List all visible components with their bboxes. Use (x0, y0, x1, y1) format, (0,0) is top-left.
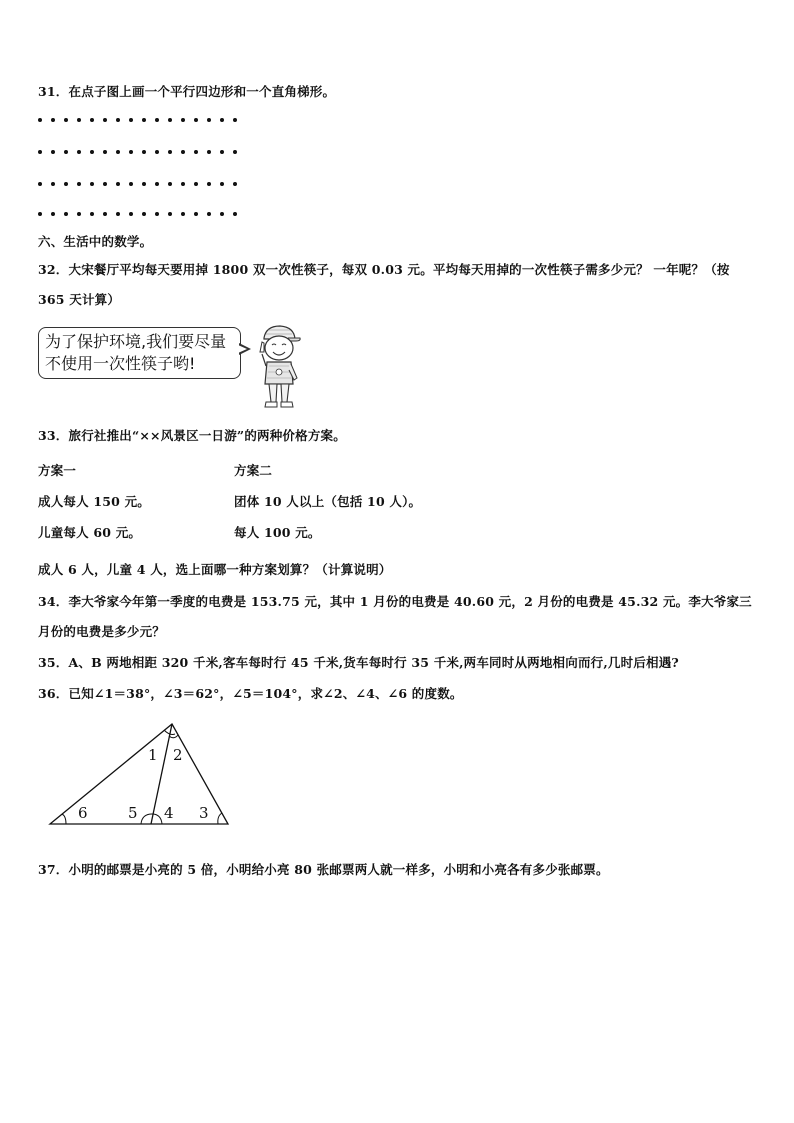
grid-dot[interactable] (90, 150, 94, 154)
grid-dot[interactable] (168, 150, 172, 154)
angle-label-6: 6 (78, 804, 88, 822)
grid-dot[interactable] (77, 118, 81, 122)
grid-dot[interactable] (194, 118, 198, 122)
grid-dot[interactable] (51, 118, 55, 122)
grid-dot[interactable] (207, 182, 211, 186)
grid-dot[interactable] (38, 118, 42, 122)
grid-dot[interactable] (233, 212, 237, 216)
grid-dot[interactable] (168, 118, 172, 122)
angle-label-1: 1 (148, 746, 158, 764)
grid-dot[interactable] (103, 150, 107, 154)
question-33-intro: 33．旅行社推出“××风景区一日游”的两种价格方案。 (38, 428, 346, 443)
plan-1-line-2: 儿童每人 60 元。 (38, 525, 142, 540)
grid-dot[interactable] (116, 118, 120, 122)
grid-dot[interactable] (51, 212, 55, 216)
question-34-line-1: 34．李大爷家今年第一季度的电费是 153.75 元，其中 1 月份的电费是 40.60 元，2 月份的电费是 45.32 元。李大爷家三 (38, 594, 752, 609)
triangle-figure (44, 720, 236, 832)
grid-dot[interactable] (90, 118, 94, 122)
grid-dot[interactable] (116, 182, 120, 186)
grid-dot[interactable] (64, 182, 68, 186)
grid-dot[interactable] (51, 182, 55, 186)
angle-label-2: 2 (173, 746, 183, 764)
grid-dot[interactable] (220, 118, 224, 122)
grid-dot[interactable] (194, 212, 198, 216)
grid-dot[interactable] (129, 212, 133, 216)
question-36: 36．已知∠1＝38°，∠3＝62°，∠5＝104°，求∠2、∠4、∠6 的度数。 (38, 686, 463, 701)
grid-dot[interactable] (129, 118, 133, 122)
grid-dot[interactable] (181, 182, 185, 186)
grid-dot[interactable] (64, 212, 68, 216)
question-34-line-2: 月份的电费是多少元？ (38, 624, 166, 639)
grid-dot[interactable] (207, 212, 211, 216)
angle-label-4: 4 (164, 804, 174, 822)
question-32-line-2: 365 天计算） (38, 292, 121, 307)
grid-dot[interactable] (220, 150, 224, 154)
grid-dot[interactable] (116, 212, 120, 216)
grid-dot[interactable] (207, 150, 211, 154)
speech-bubble (38, 327, 241, 379)
grid-dot[interactable] (38, 182, 42, 186)
grid-dot[interactable] (116, 150, 120, 154)
plan-2-line-1: 团体 10 人以上（包括 10 人）。 (234, 494, 422, 509)
grid-dot[interactable] (77, 150, 81, 154)
angle-label-5: 5 (128, 804, 138, 822)
grid-dot[interactable] (194, 150, 198, 154)
grid-dot[interactable] (103, 212, 107, 216)
grid-dot[interactable] (168, 182, 172, 186)
speech-bubble-line-2: 不使用一次性筷子哟! (45, 354, 196, 373)
grid-dot[interactable] (155, 118, 159, 122)
grid-dot[interactable] (129, 150, 133, 154)
grid-dot[interactable] (103, 182, 107, 186)
cartoon-boy-illustration (252, 322, 304, 412)
question-31: 31．在点子图上画一个平行四边形和一个直角梯形。 (38, 84, 336, 99)
grid-dot[interactable] (142, 150, 146, 154)
angle-label-3: 3 (199, 804, 209, 822)
grid-dot[interactable] (142, 182, 146, 186)
plan-1-title: 方案一 (38, 463, 77, 478)
grid-dot[interactable] (233, 150, 237, 154)
grid-dot[interactable] (194, 182, 198, 186)
grid-dot[interactable] (142, 212, 146, 216)
question-32-line-1: 32．大宋餐厅平均每天要用掉 1800 双一次性筷子，每双 0.03 元。平均每天用掉的一次性筷子需多少元？ 一年呢？（按 (38, 262, 730, 277)
grid-dot[interactable] (233, 182, 237, 186)
grid-dot[interactable] (77, 212, 81, 216)
grid-dot[interactable] (142, 118, 146, 122)
plan-2-line-2: 每人 100 元。 (234, 525, 321, 540)
grid-dot[interactable] (155, 150, 159, 154)
section-title: 六、生活中的数学。 (38, 234, 153, 249)
question-33-question: 成人 6 人，儿童 4 人，选上面哪一种方案划算？（计算说明） (38, 562, 392, 577)
grid-dot[interactable] (181, 150, 185, 154)
speech-bubble-line-1: 为了保护环境,我们要尽量 (45, 332, 227, 351)
question-35: 35．A、B 两地相距 320 千米,客车每时行 45 千米,货车每时行 35 千米,两车同时从两地相向而行,几时后相遇? (38, 655, 679, 670)
grid-dot[interactable] (155, 182, 159, 186)
question-37: 37．小明的邮票是小亮的 5 倍，小明给小亮 80 张邮票两人就一样多，小明和小亮各有多少张邮票。 (38, 862, 609, 877)
grid-dot[interactable] (207, 118, 211, 122)
grid-dot[interactable] (220, 212, 224, 216)
plan-1-line-1: 成人每人 150 元。 (38, 494, 150, 509)
grid-dot[interactable] (64, 150, 68, 154)
grid-dot[interactable] (129, 182, 133, 186)
grid-dot[interactable] (155, 212, 159, 216)
grid-dot[interactable] (103, 118, 107, 122)
grid-dot[interactable] (181, 212, 185, 216)
grid-dot[interactable] (220, 182, 224, 186)
grid-dot[interactable] (38, 150, 42, 154)
grid-dot[interactable] (90, 182, 94, 186)
grid-dot[interactable] (181, 118, 185, 122)
grid-dot[interactable] (64, 118, 68, 122)
grid-dot[interactable] (168, 212, 172, 216)
grid-dot[interactable] (77, 182, 81, 186)
grid-dot[interactable] (233, 118, 237, 122)
grid-dot[interactable] (51, 150, 55, 154)
grid-dot[interactable] (90, 212, 94, 216)
plan-2-title: 方案二 (234, 463, 273, 478)
grid-dot[interactable] (38, 212, 42, 216)
